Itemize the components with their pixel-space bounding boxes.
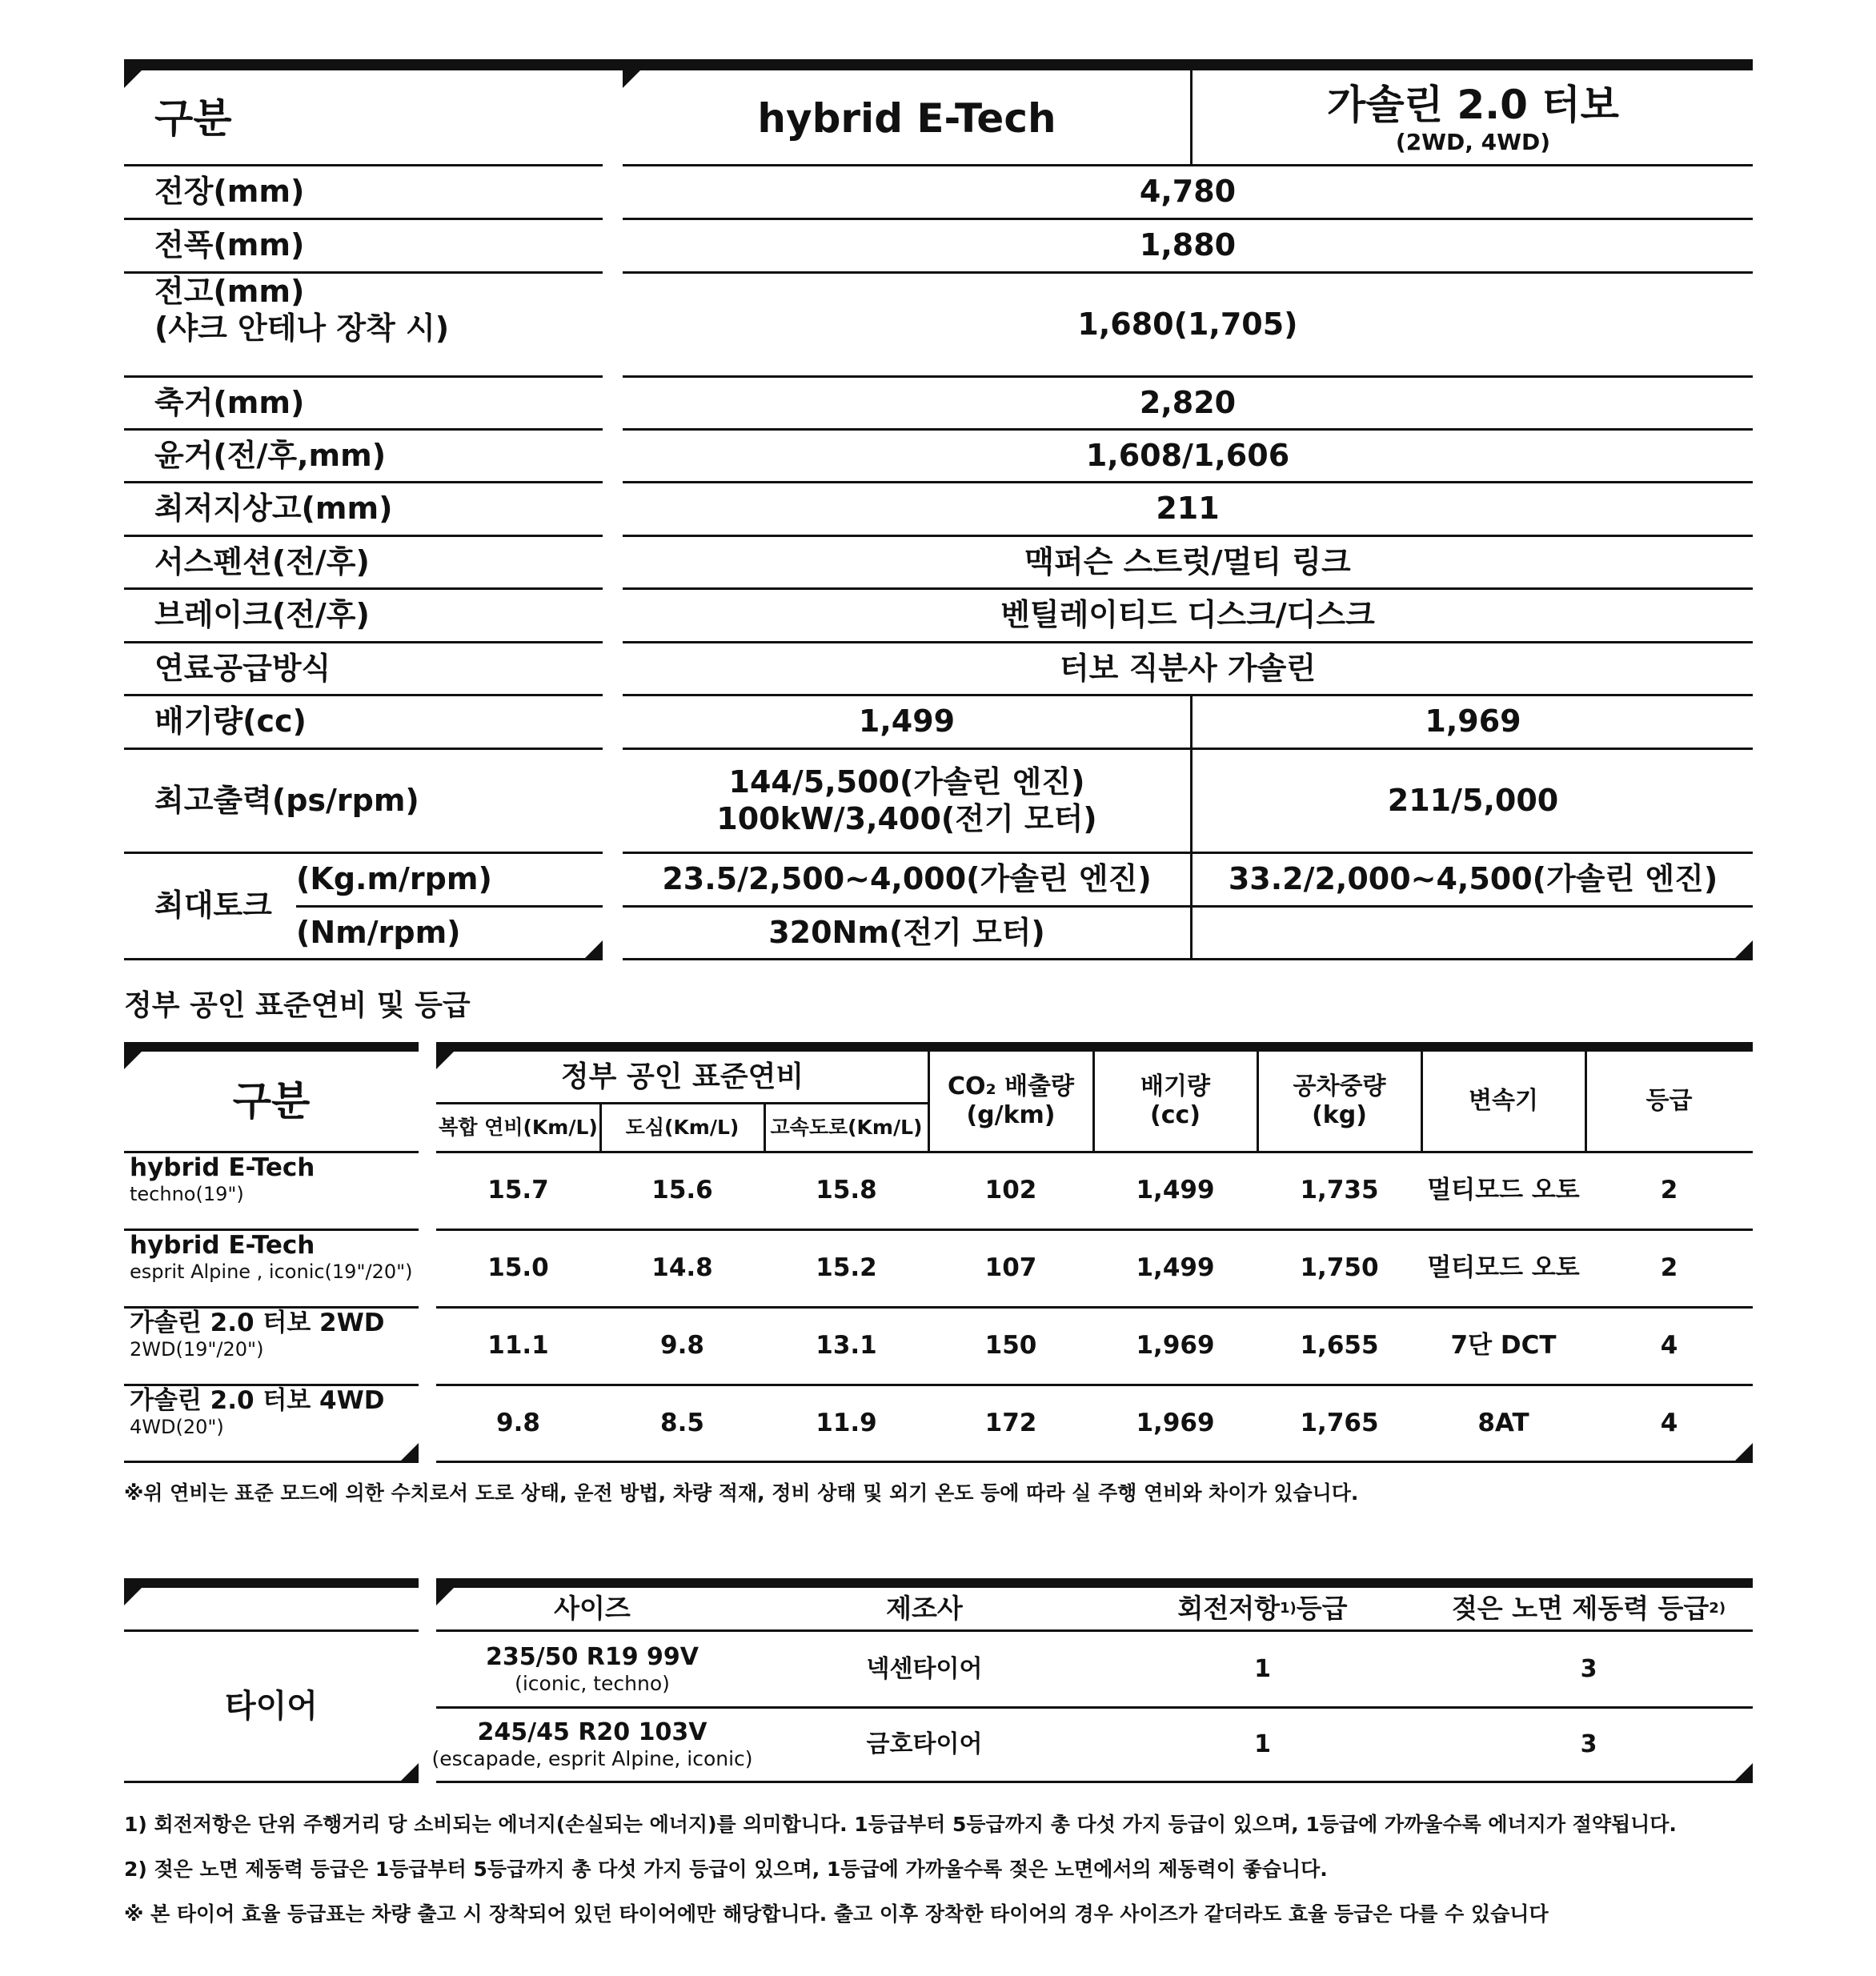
spec-value-max-power-hybrid <box>623 750 1191 852</box>
spec-value-displacement-gasoline: 1,969 <box>1425 703 1521 739</box>
tire-header-maker: 제조사 <box>886 1593 963 1625</box>
fuel-row-trim: 2WD(19"/20") <box>130 1338 264 1361</box>
spec-header-category: 구분 <box>154 94 232 142</box>
spec-value-track: 1,608/1,606 <box>1085 437 1290 473</box>
tire-cell-maker: 금호타이어 <box>866 1730 983 1758</box>
tire-note-3: ※ 본 타이어 효율 등급표는 차량 출고 시 장착되어 있던 타이어에만 해당합니다. 출고 이후 장착한 타이어의 경우 사이즈가 같더라도 효율 등급은 다를 수 있습니다 <box>124 1902 1549 1926</box>
fuel-header-displacement-line2: (cc) <box>1150 1101 1201 1129</box>
spec-label-height-line1: 전고(mm) <box>154 274 305 309</box>
spec-label-ground-clearance: 최저지상고(mm) <box>154 491 393 527</box>
fuel-cell-grade: 2 <box>1660 1176 1678 1205</box>
tire-size-value: 245/45 R20 103V <box>477 1718 708 1746</box>
tire-header-rolling <box>1100 1588 1425 1629</box>
fuel-cell-highway: 15.8 <box>816 1176 877 1205</box>
fuel-header-highway: 고속도로(Km/L) <box>770 1116 923 1139</box>
fuel-cell-city: 9.8 <box>660 1331 704 1361</box>
fuel-header-category: 구분 <box>232 1078 311 1124</box>
tire-header-rolling-text: 회전저항 <box>1177 1593 1280 1625</box>
spec-value-torque-hybrid-nm: 320Nm(전기 모터) <box>768 914 1045 950</box>
fuel-cell-weight: 1,655 <box>1300 1331 1379 1361</box>
fuel-header-city: 도심(Km/L) <box>625 1116 740 1139</box>
fuel-cell-co2: 102 <box>984 1176 1037 1205</box>
spec-label-max-power: 최고출력(ps/rpm) <box>154 782 419 818</box>
fuel-cell-combined: 15.7 <box>487 1176 549 1205</box>
fuel-cell-co2: 107 <box>984 1253 1037 1283</box>
spec-header-hybrid: hybrid E-Tech <box>757 94 1056 142</box>
fuel-cell-highway: 13.1 <box>816 1331 877 1361</box>
spec-header-gasoline-sub: (2WD, 4WD) <box>1395 128 1551 155</box>
fuel-cell-displacement: 1,969 <box>1136 1331 1215 1361</box>
tire-header-wet-sup: 2) <box>1709 1600 1726 1617</box>
fuel-row-trim: techno(19") <box>130 1183 244 1206</box>
spec-value-wheelbase: 2,820 <box>1139 384 1237 420</box>
fuel-row-model: 가솔린 2.0 터보 4WD <box>130 1386 385 1415</box>
fuel-cell-highway: 15.2 <box>816 1253 877 1283</box>
fuel-header-displacement-line1: 배기량 <box>1140 1072 1210 1100</box>
spec-value-ground-clearance: 211 <box>1156 491 1220 527</box>
fuel-cell-grade: 2 <box>1660 1253 1678 1283</box>
spec-value-max-power-gasoline: 211/5,000 <box>1387 782 1559 818</box>
fuel-row-model: hybrid E-Tech <box>130 1153 315 1182</box>
fuel-header-grade: 등급 <box>1646 1087 1693 1115</box>
tire-cell-rolling: 1 <box>1254 1730 1271 1758</box>
spec-value-max-power-hybrid-line2: 100kW/3,400(전기 모터) <box>716 800 1097 836</box>
spec-label-height <box>154 274 603 375</box>
fuel-header-transmission: 변속기 <box>1469 1087 1538 1115</box>
spec-label-torque-unit-nm: (Nm/rpm) <box>296 914 461 950</box>
fuel-cell-transmission: 멀티모드 오토 <box>1427 1253 1580 1283</box>
spec-label-length: 전장(mm) <box>154 174 305 210</box>
fuel-row-trim: esprit Alpine , iconic(19"/20") <box>130 1261 413 1284</box>
fuel-cell-weight: 1,765 <box>1300 1408 1379 1437</box>
fuel-header-co2-line2: (g/km) <box>966 1101 1056 1129</box>
tire-cell-maker: 넥센타이어 <box>866 1654 983 1683</box>
tire-header-rolling-sup: 1) <box>1279 1600 1297 1617</box>
tire-header-rolling-suffix: 등급 <box>1296 1593 1348 1625</box>
spec-value-torque-gasoline-kgm: 33.2/2,000~4,500(가솔린 엔진) <box>1228 861 1718 897</box>
spec-value-max-power-hybrid-line1: 144/5,500(가솔린 엔진) <box>728 764 1085 800</box>
spec-value-suspension: 맥퍼슨 스트럿/멀티 링크 <box>1024 543 1351 579</box>
fuel-header-co2 <box>928 1052 1093 1151</box>
tire-header-size: 사이즈 <box>554 1593 631 1625</box>
spec-header-gasoline-title: 가솔린 2.0 터보 <box>1327 81 1619 128</box>
spec-label-width: 전폭(mm) <box>154 227 305 263</box>
spec-label-fuel-system: 연료공급방식 <box>154 650 331 686</box>
fuel-cell-displacement: 1,499 <box>1136 1253 1215 1283</box>
fuel-header-combined: 복합 연비(Km/L) <box>439 1116 598 1139</box>
spec-value-torque-gasoline-nm <box>1193 908 1753 958</box>
fuel-cell-transmission: 7단 DCT <box>1450 1331 1557 1361</box>
tire-header-wet-grip <box>1425 1588 1753 1629</box>
fuel-cell-displacement: 1,499 <box>1136 1176 1215 1205</box>
fuel-section-title: 정부 공인 표준연비 및 등급 <box>124 989 471 1022</box>
fuel-row-trim: 4WD(20") <box>130 1416 224 1439</box>
fuel-header-weight-line1: 공차중량 <box>1293 1072 1386 1100</box>
fuel-row-name <box>130 1153 419 1228</box>
fuel-row-name <box>130 1231 419 1306</box>
fuel-row-name <box>130 1309 419 1384</box>
spec-value-width: 1,880 <box>1139 227 1237 263</box>
fuel-cell-highway: 11.9 <box>816 1408 877 1437</box>
tire-cell-wet: 3 <box>1580 1654 1597 1683</box>
spec-value-fuel-system: 터보 직분사 가솔린 <box>1059 650 1317 686</box>
fuel-row-model: 가솔린 2.0 터보 2WD <box>130 1309 385 1337</box>
fuel-header-co2-line1: CO₂ 배출량 <box>947 1072 1075 1100</box>
tire-cell-size <box>428 1709 756 1781</box>
fuel-cell-co2: 172 <box>984 1408 1037 1437</box>
tire-header-wet-text: 젖은 노면 제동력 등급 <box>1451 1593 1710 1625</box>
tire-size-sub: (iconic, techno) <box>515 1671 670 1695</box>
tire-note-2: 2) 젖은 노면 제동력 등급은 1등급부터 5등급까지 총 다섯 가지 등급이 있으며, 1등급에 가까울수록 젖은 노면에서의 제동력이 좋습니다. <box>124 1858 1328 1881</box>
fuel-header-weight <box>1257 1052 1421 1151</box>
tire-cell-size <box>436 1632 748 1706</box>
spec-header-gasoline <box>1193 72 1753 164</box>
fuel-cell-transmission: 8AT <box>1477 1408 1529 1437</box>
spec-value-height: 1,680(1,705) <box>1077 306 1298 342</box>
fuel-row-name <box>130 1386 419 1461</box>
spec-label-track: 윤거(전/후,mm) <box>154 437 387 473</box>
tire-cell-rolling: 1 <box>1254 1654 1271 1683</box>
tire-note-1: 1) 회전저항은 단위 주행거리 당 소비되는 에너지(손실되는 에너지)를 의미합니다. 1등급부터 5등급까지 총 다섯 가지 등급이 있으며, 1등급에 가까울수록 에너지가 절약됩니다. <box>124 1813 1677 1836</box>
fuel-cell-weight: 1,750 <box>1300 1253 1379 1283</box>
fuel-cell-weight: 1,735 <box>1300 1176 1379 1205</box>
spec-label-torque-unit-kgm: (Kg.m/rpm) <box>296 861 492 897</box>
spec-value-brake: 벤틸레이티드 디스크/디스크 <box>1000 597 1375 633</box>
fuel-cell-combined: 11.1 <box>487 1331 549 1361</box>
tire-cell-wet: 3 <box>1580 1730 1597 1758</box>
fuel-header-weight-line2: (kg) <box>1312 1101 1367 1129</box>
fuel-cell-transmission: 멀티모드 오토 <box>1427 1176 1580 1205</box>
fuel-cell-city: 14.8 <box>651 1253 713 1283</box>
fuel-row-model: hybrid E-Tech <box>130 1231 315 1260</box>
fuel-cell-combined: 9.8 <box>496 1408 540 1437</box>
spec-label-suspension: 서스펜션(전/후) <box>154 543 370 579</box>
tire-size-value: 235/50 R19 99V <box>485 1642 699 1671</box>
fuel-cell-co2: 150 <box>984 1331 1037 1361</box>
tire-size-sub: (escapade, esprit Alpine, iconic) <box>431 1747 753 1770</box>
fuel-cell-grade: 4 <box>1660 1331 1678 1361</box>
spec-label-max-torque: 최대토크 <box>154 888 272 924</box>
fuel-header-displacement <box>1093 1052 1257 1151</box>
fuel-cell-city: 8.5 <box>660 1408 704 1437</box>
fuel-header-group: 정부 공인 표준연비 <box>560 1060 804 1093</box>
fuel-cell-displacement: 1,969 <box>1136 1408 1215 1437</box>
fuel-note: ※위 연비는 표준 모드에 의한 수치로서 도로 상태, 운전 방법, 차량 적재, 정비 상태 및 외기 온도 등에 따라 실 주행 연비와 차이가 있습니다. <box>124 1481 1359 1505</box>
tire-label: 타이어 <box>225 1688 318 1725</box>
spec-value-torque-hybrid-kgm: 23.5/2,500~4,000(가솔린 엔진) <box>662 861 1152 897</box>
spec-value-displacement-hybrid: 1,499 <box>858 703 956 739</box>
spec-label-height-line2: (샤크 안테나 장착 시) <box>154 310 450 346</box>
fuel-cell-grade: 4 <box>1660 1408 1678 1437</box>
spec-value-length: 4,780 <box>1139 174 1237 210</box>
spec-label-displacement: 배기량(cc) <box>154 703 307 739</box>
fuel-cell-city: 15.6 <box>651 1176 713 1205</box>
fuel-cell-combined: 15.0 <box>487 1253 549 1283</box>
spec-label-brake: 브레이크(전/후) <box>154 597 370 633</box>
spec-label-wheelbase: 축거(mm) <box>154 384 305 420</box>
